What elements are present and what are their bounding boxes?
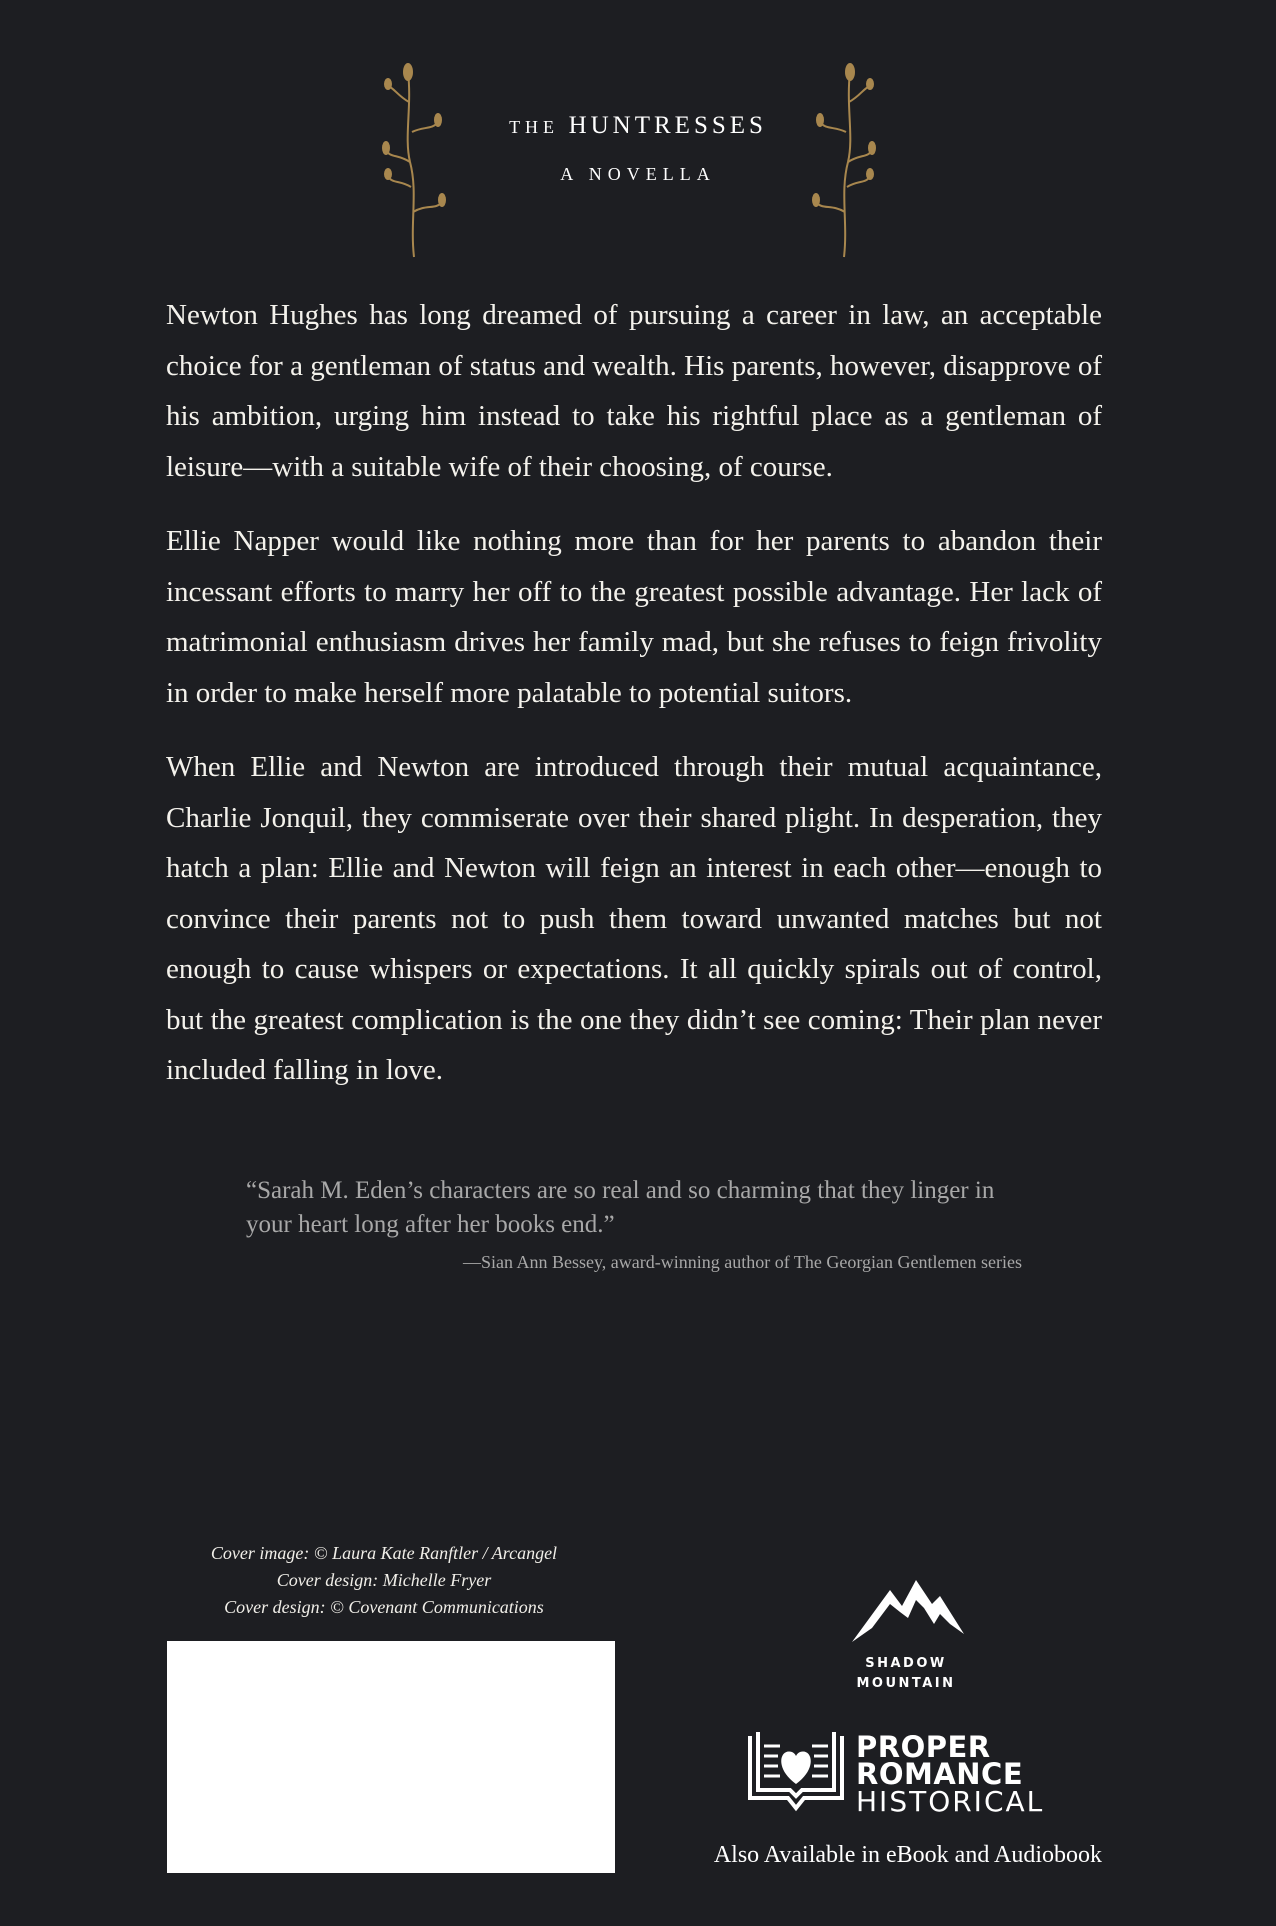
mountain-logo-icon <box>850 1578 966 1644</box>
blurb-paragraph: Ellie Napper would like nothing more than for her parents to abandon their incessant efforts to marry her off to the greatest possible advantage. Her lack of matrimonial enthusiasm drives her family mad, but she refuses to feign frivolity in order to make herself more palatable to potential suitors. <box>166 525 1102 709</box>
book-blurb <box>166 290 1102 1120</box>
floral-sprig-left-icon <box>380 62 450 262</box>
cover-credits <box>166 1540 602 1621</box>
blurb-paragraph: When Ellie and Newton are introduced through their mutual acquaintance, Charlie Jonquil, they commiserate over their shared plight. In desperation, they hatch a plan: Ellie and Newton will feign an interest in each other—enough to convince their parents not to push them toward unwanted matches but not enough to cause whispers or expectations. It all quickly spirals out of control, but the greatest complication is the one they didn’t see coming: Their plan never included falling in love. <box>166 751 1102 1086</box>
imprint-line-2: ROMANCE <box>856 1757 1024 1791</box>
publisher-line-2: MOUNTAIN <box>856 1676 956 1691</box>
credit-cover-image: Cover image: © Laura Kate Ranftler / Arcangel <box>210 1543 558 1563</box>
blurb-paragraph: Newton Hughes has long dreamed of pursuing a career in law, an acceptable choice for a gentleman of status and wealth. His parents, however, disapprove of his ambition, urging him instead to take his rightful place as a gentleman of leisure—with a suitable wife of their choosing, of course. <box>166 299 1102 483</box>
format-availability: Also Available in eBook and Audiobook <box>713 1842 1102 1868</box>
endorsement-attribution: —Sian Ann Bessey, award-winning author of The Georgian Gentlemen series <box>462 1252 1022 1272</box>
book-subtitle: A NOVELLA <box>560 164 716 184</box>
endorsement-quote: “Sarah M. Eden’s characters are so real and so charming that they linger in your heart long after her books end.” <box>246 1177 995 1238</box>
publisher-line-1: SHADOW <box>865 1656 947 1671</box>
credit-cover-design: Cover design: Michelle Fryer <box>276 1570 492 1590</box>
credit-cover-copyright: Cover design: © Covenant Communications <box>224 1597 544 1617</box>
publisher-name <box>806 1654 1006 1694</box>
imprint-line-3: HISTORICAL <box>856 1785 1045 1818</box>
imprint-name <box>856 1730 1045 1818</box>
barcode-placeholder <box>167 1641 615 1873</box>
floral-sprig-right-icon <box>808 62 878 262</box>
imprint-line-1: PROPER <box>856 1730 991 1764</box>
series-title-prefix: THE <box>509 117 560 137</box>
series-title <box>0 112 1276 140</box>
series-title-name: HUNTRESSES <box>568 112 767 139</box>
open-book-heart-icon <box>744 1728 848 1814</box>
